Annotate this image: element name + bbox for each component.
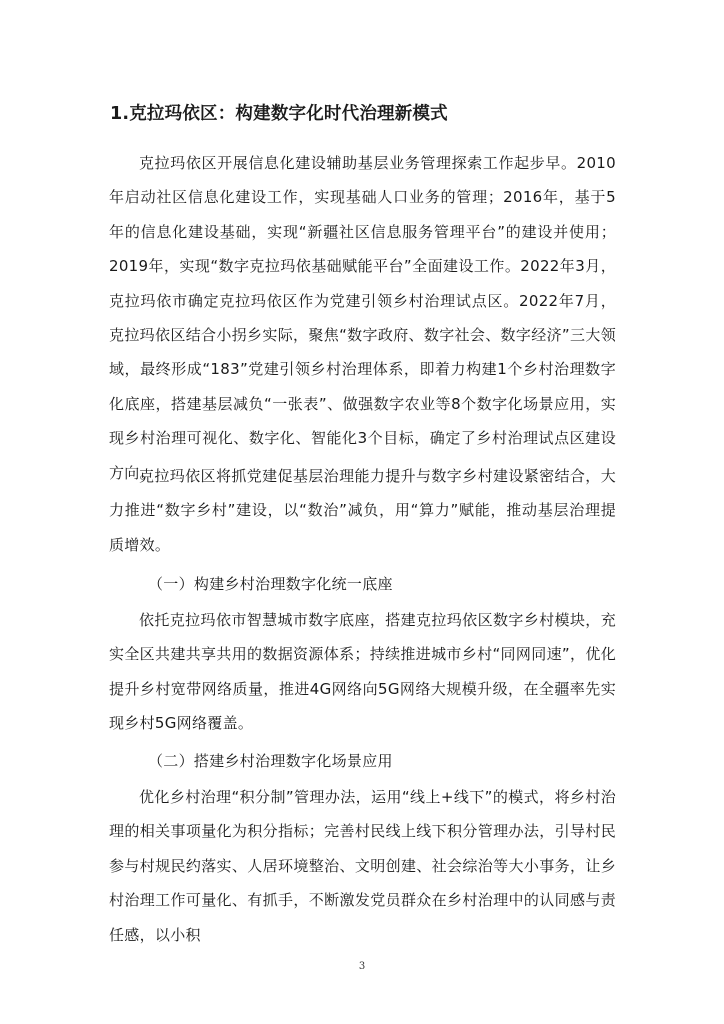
section1-paragraph: 依托克拉玛依市智慧城市数字底座，搭建克拉玛依区数字乡村模块，充实全区共建共享共用的数据资源体系；持续推进城市乡村“同网同速”，优化提升乡村宽带网络质量，推进4G网络向5G网络大规模升级，在全疆率先实现乡村5G网络覆盖。 <box>109 611 616 733</box>
subheading-section1: （一）构建乡村治理数字化统一底座 <box>148 575 393 593</box>
page-number: 3 <box>358 961 366 972</box>
strategy-paragraph: 克拉玛依区将抓党建促基层治理能力提升与数字乡村建设紧密结合，大力推进“数字乡村”建设，以“数治”减负，用“算力”赋能，推动基层治理提质增效。 <box>109 467 616 554</box>
subheading-section2: （二）搭建乡村治理数字化场景应用 <box>148 752 393 770</box>
section2-paragraph: 优化乡村治理“积分制”管理办法，运用“线上+线下”的模式，将乡村治理的相关事项量化为积分指标；完善村民线上线下积分管理办法，引导村民参与村规民约落实、人居环境整治、文明创建、社会综治等大小事务，让乡村治理工作可量化、有抓手，不断激发党员群众在乡村治理中的认同感与责任感，以小积 <box>109 788 616 944</box>
section-heading: 1.克拉玛依区：构建数字化时代治理新模式 <box>110 104 448 124</box>
intro-paragraph: 克拉玛依区开展信息化建设辅助基层业务管理探索工作起步早。2010年启动社区信息化建设工作，实现基础人口业务的管理；2016年，基于5年的信息化建设基础，实现“新疆社区信息服务管理平台”的建设并使用；2019年，实现“数字克拉玛依基础赋能平台”全面建设工作。2022年3月，克拉玛依市确定克拉玛依区作为党建引领乡村治理试点区。2022年7月，克拉玛依区结合小拐乡实际，聚焦“数字政府、数字社会、数字经济”三大领域，最终形成“183”党建引领乡村治理体系，即着力构建1个乡村治理数字化底座，搭建基层减负“一张表”、做强数字农业等8个数字化场景应用，实现乡村治理可视化、数字化、智能化3个目标，确定了乡村治理试点区建设方向。 <box>109 154 616 482</box>
